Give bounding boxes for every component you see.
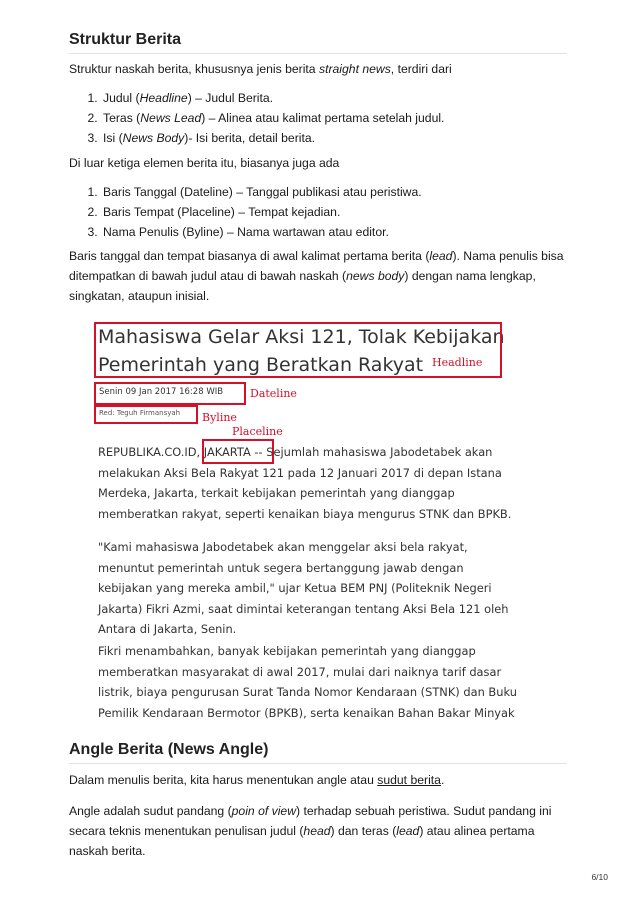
article-dateline: Senin 09 Jan 2017 16:28 WIB (99, 387, 224, 397)
emphasis-text: Headline (139, 91, 188, 105)
text: ) atau alinea pertama naskah berita. (69, 824, 535, 858)
text: Teras ( (103, 111, 141, 125)
text: REPUBLIKA.CO.ID, (98, 445, 201, 459)
list-item: 2. Baris Tempat (Placeline) – Tempat kejadian. (101, 202, 599, 222)
text: ) – Alinea atau kalimat pertama setelah judul. (201, 111, 445, 125)
article-paragraph: Fikri menambahkan, banyak kebijakan pemerintah yang dianggap memberatkan masyarakat di awal 2017, mulai dari naiknya tarif dasar listrik, biaya pengurusan Surat Tanda Nomor Kendaraan (STNK) dan Buku Pemilik Kendaraan Bermotor (BPKB), serta kenaikan Bahan Bakar Minyak (98, 644, 517, 720)
section-title-angle-berita: Angle Berita (News Angle) (69, 741, 567, 764)
text: Sejumlah mahasiswa Jabodetabek akan melakukan Aksi Bela Rakyat 121 pada 12 Januari 2017 di depan Istana Merdeka, Jakarta, terkait kebijakan pemerintah yang dianggap memberatkan rakyat, seperti kenaikan biaya mengurus STNK dan BPKB. (98, 445, 512, 521)
dateline-highlight-box (94, 382, 246, 405)
list-item (101, 128, 599, 148)
paragraph-angle-intro (69, 770, 567, 790)
list-extra-elements (69, 182, 599, 242)
list-item (101, 108, 599, 128)
list-item: 3. Nama Penulis (Byline) – Nama wartawan atau editor. (101, 222, 599, 242)
text: JAKARTA -- (203, 445, 263, 459)
byline-highlight-box (94, 405, 198, 424)
list-news-structure (69, 88, 599, 148)
text: ) terhadap sebuah peristiwa. Sudut pandang ini secara teknis menentukan penulisan judul ( (69, 804, 552, 838)
paragraph-other-elements: Di luar ketiga elemen berita itu, biasanya juga ada (69, 156, 340, 170)
headline-highlight-box (94, 322, 502, 378)
emphasis-text: poin of view (231, 804, 296, 818)
text: Dalam menulis berita, kita harus menentukan angle atau (69, 773, 378, 787)
list-item (101, 88, 599, 108)
dateline-annotation: Dateline (250, 387, 297, 400)
text: )- Isi berita, detail berita. (184, 131, 316, 145)
text: Baris tanggal dan tempat biasanya di awal kalimat pertama berita ( (69, 249, 430, 263)
text: Struktur naskah berita, khususnya jenis berita (69, 62, 319, 76)
page-number: 6/10 (591, 872, 608, 882)
paragraph-intro (69, 59, 567, 79)
text: Angle adalah sudut pandang ( (69, 804, 232, 818)
paragraph-dateline-byline (69, 246, 567, 306)
emphasis-text: News Body (122, 131, 185, 145)
emphasis-text: News Lead (140, 111, 202, 125)
text: . (440, 773, 445, 787)
text: Isi ( (103, 131, 123, 145)
text: ) dan teras ( (330, 824, 397, 838)
sudut-berita-link[interactable]: sudut berita (377, 773, 441, 787)
emphasis-text: head (303, 824, 331, 838)
section-title-struktur-berita: Struktur Berita (69, 31, 567, 54)
article-paragraph (98, 442, 518, 524)
emphasis-text: lead (396, 824, 420, 838)
text: ). Nama penulis bisa ditempatkan di bawah judul atau di bawah naskah ( (69, 249, 564, 283)
emphasis-text: straight news (318, 62, 391, 76)
article-byline: Red: Teguh Firmansyah (99, 409, 181, 417)
emphasis-text: news body (346, 269, 405, 283)
article-screenshot-figure (92, 318, 526, 726)
article-paragraph: "Kami mahasiswa Jabodetabek akan menggelar aksi bela rakyat, menuntut pemerintah untuk segera bertanggung jawab dengan kebijakan yang mereka ambil," ujar Ketua BEM PNJ (Politeknik Negeri Jakarta) Fikri Azmi, saat dimintai keterangan tentang Aksi Bela 121 oleh Antara di Jakarta, Senin. (98, 540, 509, 636)
byline-annotation: Byline (202, 411, 237, 424)
text: ) dengan nama lengkap, singkatan, ataupun inisial. (69, 269, 536, 303)
emphasis-text: lead (429, 249, 453, 263)
headline-line: Pemerintah yang Beratkan Rakyat (98, 354, 424, 376)
paragraph-angle-definition (69, 801, 567, 861)
headline-annotation: Headline (432, 356, 483, 369)
text: , terdiri dari (390, 62, 452, 76)
text: Judul ( (103, 91, 140, 105)
placeline-annotation: Placeline (232, 425, 283, 438)
list-item: 1. Baris Tanggal (Dateline) – Tanggal publikasi atau peristiwa. (101, 182, 599, 202)
headline-line: Mahasiswa Gelar Aksi 121, Tolak Kebijakan (98, 326, 505, 348)
text: ) – Judul Berita. (187, 91, 274, 105)
